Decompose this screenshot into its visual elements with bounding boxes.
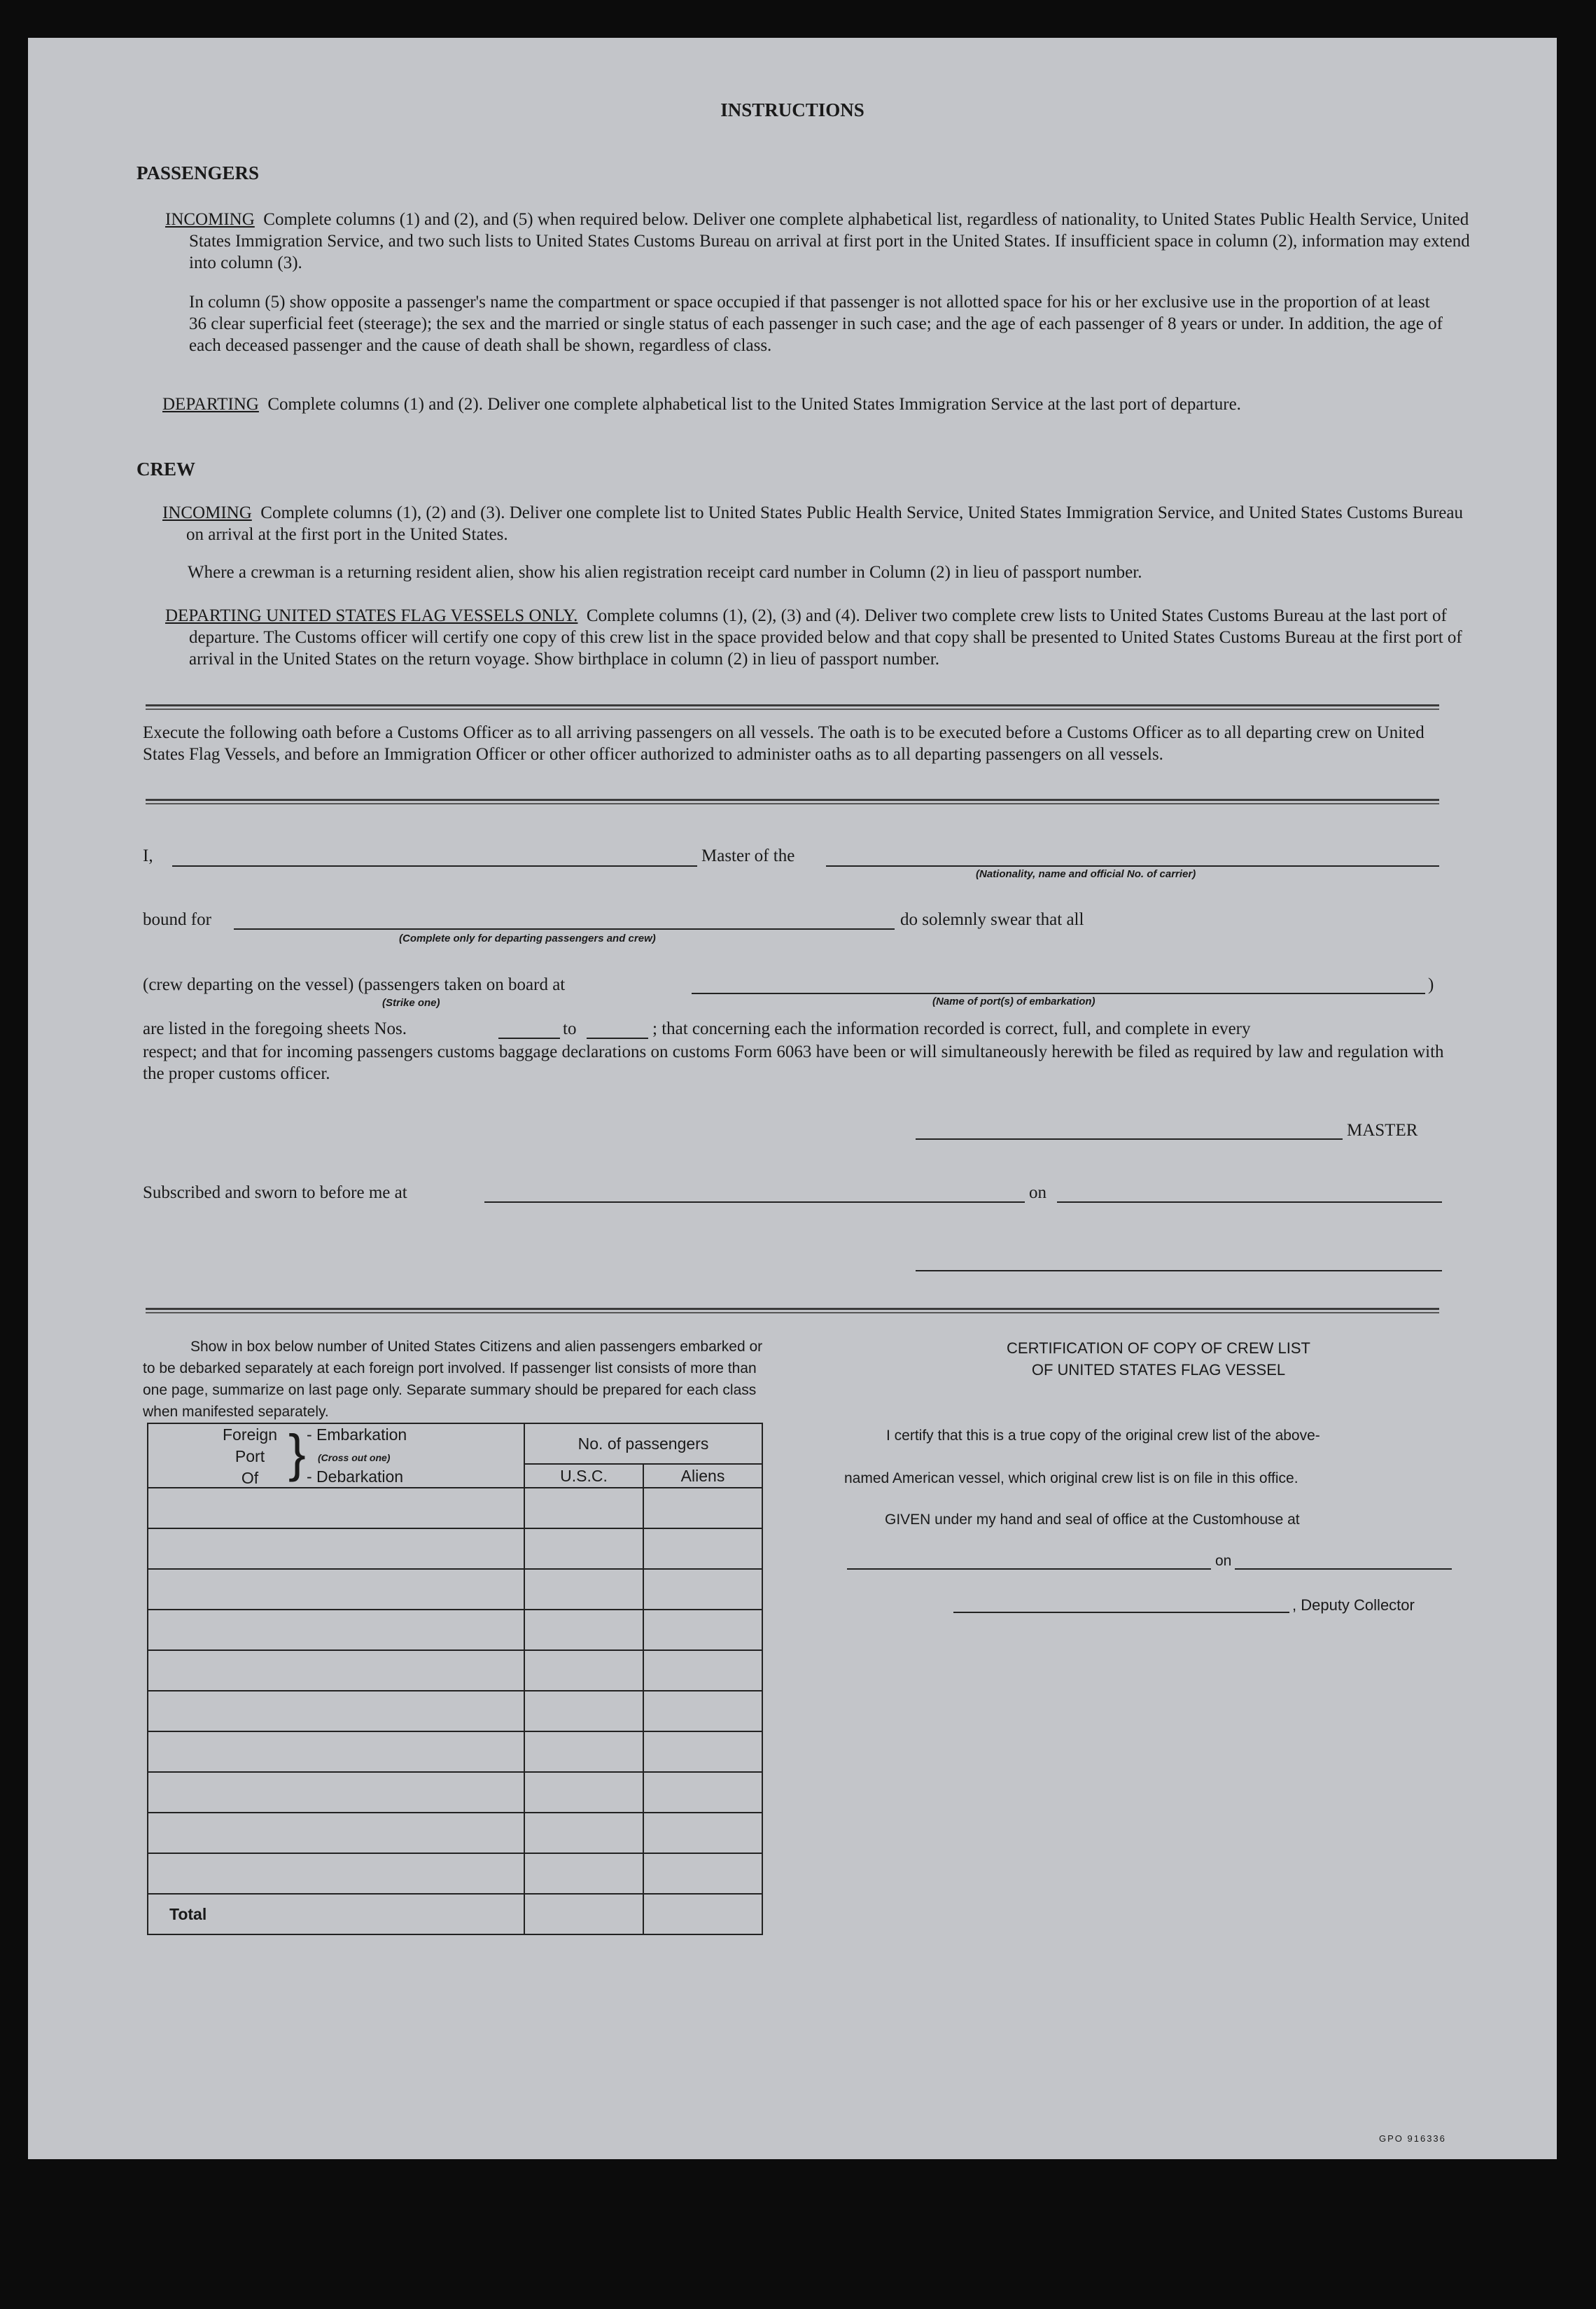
port-cell[interactable] [148,1528,524,1569]
embarkation-port-field[interactable] [692,993,1425,994]
instructions-title: INSTRUCTIONS [720,99,864,120]
certification-title [833,1337,1484,1381]
aliens-cell[interactable] [643,1691,762,1731]
departing-caption: (Complete only for departing passengers and crew) [399,933,656,944]
usc-total-cell[interactable] [524,1894,643,1934]
port-cell[interactable] [148,1772,524,1813]
table-row [148,1650,762,1691]
aliens-cell[interactable] [643,1813,762,1853]
port-cell[interactable] [148,1610,524,1650]
usc-cell[interactable] [524,1813,643,1853]
passengers-departing-text: Complete columns (1) and (2). Deliver one complete alphabetical list to the United States Immigration Service at the last port of departure. [267,395,1241,414]
certification-line2: named American vessel, which original crew list is on file in this office. [844,1470,1298,1486]
certification-title-line1: CERTIFICATION OF COPY OF CREW LIST [1007,1339,1310,1357]
usc-cell[interactable] [524,1731,643,1772]
usc-header: U.S.C. [524,1464,643,1488]
aliens-cell[interactable] [643,1488,762,1528]
oath-i-label: I, [143,846,153,865]
usc-cell[interactable] [524,1528,643,1569]
aliens-cell[interactable] [643,1569,762,1610]
officer-signature-field[interactable] [916,1270,1442,1271]
port-caption: (Name of port(s) of embarkation) [932,996,1096,1007]
usc-cell[interactable] [524,1488,643,1528]
usc-cell[interactable] [524,1691,643,1731]
oath-instruction: Execute the following oath before a Customs Officer as to all arriving passengers on all vessels. The oath is to be executed before a Customs Officer as to all departing crew on United States Flag Vessels, and before an Immigration Officer or other officer authorized to administer oaths as to all departing passengers on all vessels. [143,723,1424,764]
cross-out-caption: (Cross out one) [318,1452,391,1463]
certification-line3: GIVEN under my hand and seal of office at the Customhouse at [885,1512,1300,1528]
deputy-signature-field[interactable] [953,1612,1289,1613]
passengers-column5-paragraph: In column (5) show opposite a passenger's name the compartment or space occupied if that passenger is not allotted space for his or her exclusive use in the proportion of at least 36 clear superficial feet (steerage); the sex and the married or single status of each passenger in such case; and the age of each passenger of 8 years or under. In addition, the age of each deceased passenger and the cause of death shall be shown, regardless of class. [189,293,1443,355]
port-cell[interactable] [148,1813,524,1853]
port-cell[interactable] [148,1731,524,1772]
bound-for-field[interactable] [234,928,895,930]
close-paren: ) [1428,975,1434,994]
passengers-incoming-paragraph [165,209,1470,274]
master-name-field[interactable] [172,865,697,867]
aliens-header: Aliens [643,1464,762,1488]
passenger-summary-table [147,1423,763,1935]
crew-incoming-text: Complete columns (1), (2) and (3). Deliver one complete list to United States Public Health Service, United States Immigration Service, and United States Customs Bureau on arrival at the first port in the United States. [186,503,1463,544]
table-row [148,1610,762,1650]
crew-heading: CREW [136,459,196,480]
port-cell[interactable] [148,1691,524,1731]
passengers-departing-label: DEPARTING [162,395,259,414]
port-cell[interactable] [148,1569,524,1610]
usc-cell[interactable] [524,1853,643,1894]
sheet-to-field[interactable] [587,1038,648,1039]
listed-text-b: ; that concerning each the information recorded is correct, full, and complete in every [652,1019,1251,1038]
port-label: Port [234,1447,265,1465]
total-row [148,1894,762,1934]
port-cell[interactable] [148,1650,524,1691]
listed-text-a: are listed in the foregoing sheets Nos. [143,1019,407,1038]
no-passengers-header: No. of passengers [524,1423,762,1464]
crew-incoming-label: INCOMING [162,503,252,522]
of-label: Of [241,1469,259,1487]
brace-icon: } [288,1424,306,1482]
port-header-cell [148,1423,524,1488]
table-row [148,1488,762,1528]
aliens-cell[interactable] [643,1528,762,1569]
table-row [148,1813,762,1853]
bound-for-label: bound for [143,910,211,929]
master-signature-field[interactable] [916,1138,1343,1140]
certification-date-field[interactable] [1235,1568,1452,1570]
subscribed-label: Subscribed and sworn to before me at [143,1183,407,1202]
table-row [148,1569,762,1610]
aliens-cell[interactable] [643,1772,762,1813]
section-divider [146,1308,1439,1310]
crew-departing-label: (crew departing on the vessel) (passengers taken on board at [143,975,566,994]
table-row [148,1528,762,1569]
crew-departing-text: Complete columns (1), (2), (3) and (4). Deliver two complete crew lists to United States Customs Bureau at the last port of departure. The Customs officer will certify one copy of this crew list in the space provided below and that copy shall be presented to United States Customs Bureau at the first port of arrival in the United States on the return voyage. Show birthplace in column (2) in lieu of passport number. [189,606,1462,669]
passengers-departing-paragraph [162,393,1470,415]
table-row [148,1691,762,1731]
footer-code: GPO 916336 [1379,2133,1446,2144]
sworn-place-field[interactable] [484,1201,1025,1203]
port-cell[interactable] [148,1853,524,1894]
usc-cell[interactable] [524,1772,643,1813]
crew-departing-label: DEPARTING UNITED STATES FLAG VESSELS ONLY. [165,606,578,625]
aliens-cell[interactable] [643,1853,762,1894]
sworn-on-label: on [1029,1183,1046,1202]
port-cell[interactable] [148,1488,524,1528]
table-row [148,1853,762,1894]
table-row [148,1772,762,1813]
summary-instruction: Show in box below number of United States Citizens and alien passengers embarked or to be debarked separately at each foreign port involved. If passenger list consists of more than one page, summarize on last page only. Separate summary should be prepared for each class when manifested separately. [143,1339,763,1420]
crew-incoming-paragraph [162,502,1470,545]
strike-one-caption: (Strike one) [382,997,440,1009]
passengers-heading: PASSENGERS [136,162,260,183]
total-label: Total [148,1894,524,1934]
certification-title-line2: OF UNITED STATES FLAG VESSEL [1031,1361,1286,1379]
section-divider [146,799,1439,801]
aliens-cell[interactable] [643,1650,762,1691]
crew-resident-paragraph: Where a crewman is a returning resident alien, show his alien registration receipt card number in Column (2) in lieu of passport number. [188,563,1142,582]
passengers-incoming-label: INCOMING [165,210,255,229]
aliens-cell[interactable] [643,1610,762,1650]
sworn-date-field[interactable] [1057,1201,1442,1203]
section-divider [146,704,1439,706]
embarkation-label: - Embarkation [307,1425,407,1444]
usc-cell[interactable] [524,1569,643,1610]
listed-to-label: to [563,1019,577,1038]
certification-on-label: on [1215,1553,1232,1569]
crew-departing-paragraph [165,605,1470,670]
carrier-caption: (Nationality, name and official No. of carrier) [976,868,1196,880]
usc-cell[interactable] [524,1650,643,1691]
listed-text-rest: respect; and that for incoming passengers customs baggage declarations on customs Form 6063 have been or will simultaneously herewith be filed as required by law and regulation with the proper customs officer. [143,1042,1444,1083]
usc-cell[interactable] [524,1610,643,1650]
table-row [148,1731,762,1772]
carrier-field[interactable] [826,865,1439,867]
form-page [28,38,1557,2159]
aliens-cell[interactable] [643,1731,762,1772]
customhouse-field[interactable] [847,1568,1211,1570]
master-label: MASTER [1347,1121,1418,1140]
debarkation-label: - Debarkation [307,1467,404,1486]
swear-label: do solemnly swear that all [900,910,1084,929]
master-of-the-label: Master of the [701,846,795,865]
passengers-incoming-text: Complete columns (1) and (2), and (5) when required below. Deliver one complete alphabetical list, regardless of nationality, to United States Public Health Service, United States Immigration Service, and two such lists to United States Customs Bureau on arrival at first port in the United States. If insufficient space in column (2), information may extend into column (3). [189,210,1470,272]
deputy-collector-label: , Deputy Collector [1292,1596,1415,1614]
sheet-from-field[interactable] [498,1038,560,1039]
certification-line1: I certify that this is a true copy of the original crew list of the above- [886,1428,1320,1444]
aliens-total-cell[interactable] [643,1894,762,1934]
foreign-label: Foreign [223,1425,277,1444]
